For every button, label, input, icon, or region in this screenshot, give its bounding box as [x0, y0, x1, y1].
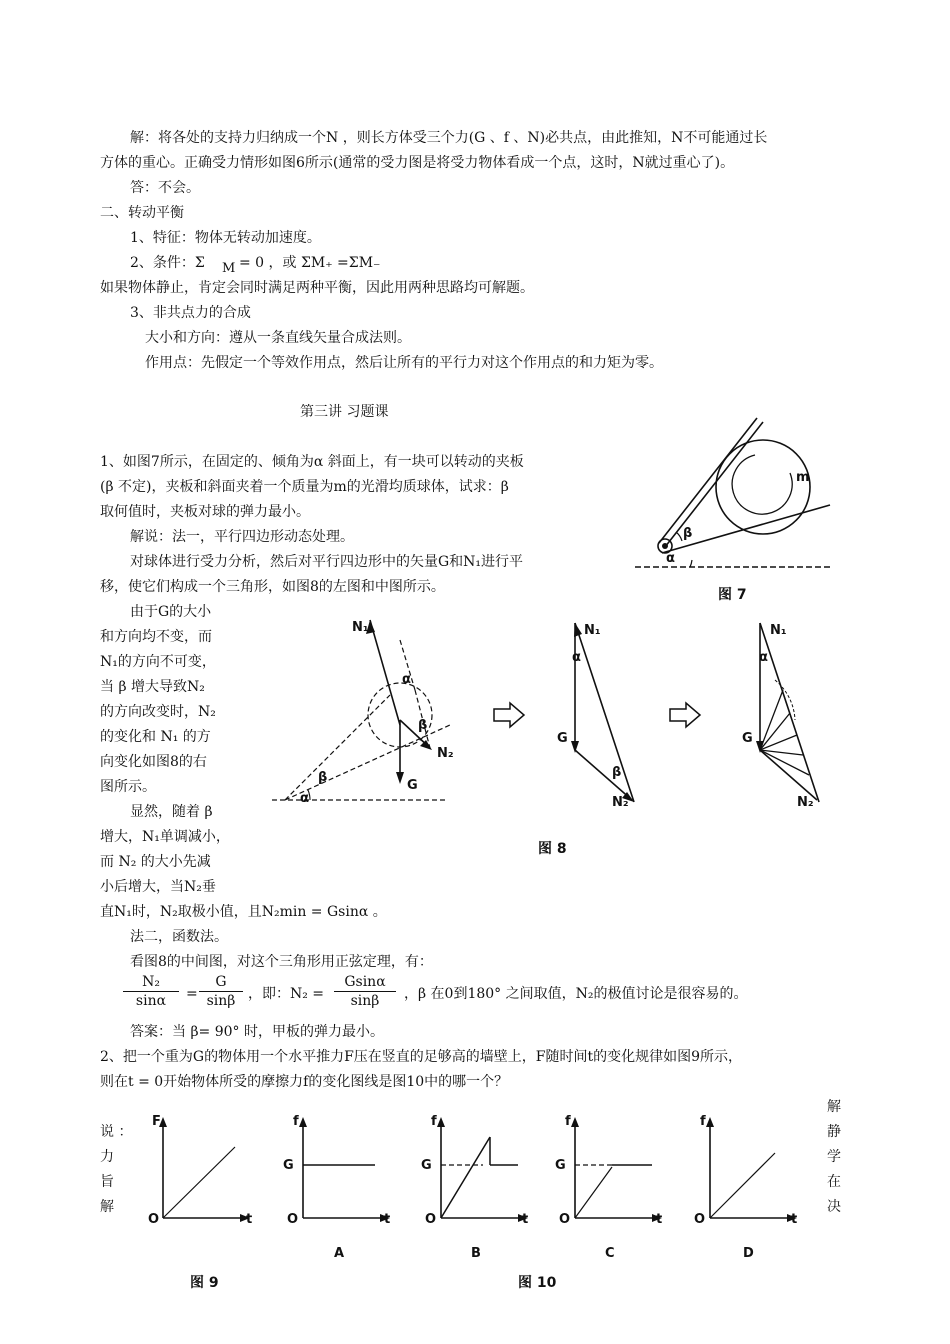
figure-8-left — [270, 610, 470, 805]
origin-label: O — [559, 1212, 571, 1227]
text-line: 大小和方向：遵从一条直线矢量合成法则。 — [145, 330, 411, 346]
f-axis-label: f — [565, 1114, 571, 1129]
n2-label: N₂ — [612, 795, 629, 810]
figure-7 — [630, 415, 840, 575]
text-line: 对球体进行受力分析，然后对平行四边形中的矢量G和N₁进行平 — [130, 554, 524, 570]
side-text: 旨 — [100, 1174, 114, 1190]
figure-8-caption: 图 8 — [538, 841, 567, 857]
fraction-n2-sinalpha: $\frac{\text{N₂}}{\sin\alpha}$ — [123, 973, 179, 1010]
text-line: 作用点：先假定一个等效作用点，然后让所有的平行力对这个作用点的和力矩为零。 — [145, 355, 663, 371]
text-line: 如果物体静止，肯定会同时满足两种平衡，因此用两种思路均可解题。 — [100, 280, 534, 296]
g-label: G — [421, 1158, 432, 1173]
n1-label: N₁ — [352, 620, 369, 635]
g-label: G — [283, 1158, 294, 1173]
origin-label: O — [148, 1212, 160, 1227]
text-line: 解：将各处的支持力归纳成一个N ，则长方体受三个力(G 、f 、N)必共点，由此推知，N不可能通过长 — [130, 130, 768, 146]
origin-label: O — [694, 1212, 706, 1227]
text-line: 法二，函数法。 — [130, 929, 228, 945]
side-text: 静 — [827, 1124, 841, 1140]
text-line: 图所示。 — [100, 779, 156, 795]
f-axis-label: f — [431, 1114, 437, 1129]
f-axis-label: f — [700, 1114, 706, 1129]
option-b-label: B — [471, 1246, 481, 1261]
fraction-gsinalpha-sinbeta: $\frac{Gsin\alpha}{\sin\beta}$ — [334, 973, 396, 1010]
section-heading: 二、转动平衡 — [100, 205, 184, 221]
t-axis-label: t — [384, 1212, 391, 1227]
beta-label: β — [612, 765, 622, 780]
lecture-heading: 第三讲 习题课 — [300, 404, 389, 420]
side-text: 决 — [827, 1199, 841, 1215]
text-line: 增大，N₁单调减小， — [100, 829, 230, 845]
equals-sign: = — [186, 986, 198, 1002]
t-axis-label: t — [246, 1212, 253, 1227]
figure-8-middle — [560, 615, 650, 810]
text-line: 移，使它们构成一个三角形，如图8的左图和中图所示。 — [100, 579, 445, 595]
text-line: 2、条件：Σ — [130, 255, 205, 271]
alpha-label: α — [759, 650, 768, 665]
option-c-label: C — [605, 1246, 615, 1261]
t-axis-label: t — [791, 1212, 798, 1227]
alpha-label: α — [572, 650, 581, 665]
option-a-label: A — [334, 1246, 345, 1261]
text-line: = 0 ，或 ΣM₊ =ΣM₋ — [239, 255, 381, 271]
text-line: 1、特征：物体无转动加速度。 — [130, 230, 321, 246]
text-line: 向变化如图8的右 — [100, 754, 207, 770]
g-label: G — [557, 731, 568, 746]
figure-10-caption: 图 10 — [518, 1275, 557, 1291]
g-label: G — [742, 731, 753, 746]
alpha-label: α — [666, 551, 675, 566]
side-text: 学 — [827, 1149, 841, 1165]
text-line: N₁的方向不可变， — [100, 654, 216, 670]
g-label: G — [407, 778, 418, 793]
side-text: 解 — [100, 1199, 114, 1215]
side-text: 力 — [100, 1149, 114, 1165]
alpha-label: α — [402, 672, 411, 687]
beta-label: β — [318, 770, 328, 785]
n2-label: N₂ — [437, 746, 454, 761]
text-line: 由于G的大小 — [130, 604, 212, 620]
arrow-right-icon — [492, 702, 526, 728]
text-line: 的方向改变时，N₂ — [100, 704, 216, 720]
text-line: 答：不会。 — [130, 180, 200, 196]
text-line: 直N₁时，N₂取极小值，且N₂min = Gsinα 。 — [100, 904, 387, 920]
n1-label: N₁ — [584, 623, 601, 638]
fraction-g-sinbeta: $\frac{G}{\sin\beta}$ — [199, 973, 243, 1010]
origin-label: O — [425, 1212, 437, 1227]
text-line: 方体的重心。正确受力情形如图6所示(通常的受力图是将受力物体看成一个点，这时，N就过重心了)。 — [100, 155, 735, 171]
arrow-right-icon — [668, 702, 702, 728]
text-line: 显然，随着 β — [130, 804, 213, 820]
text-line: 小后增大，当N₂垂 — [100, 879, 216, 895]
t-axis-label: t — [656, 1212, 663, 1227]
text-line: 的变化和 N₁ 的方 — [100, 729, 211, 745]
figure-9-caption: 图 9 — [190, 1275, 219, 1291]
text-line: 则在t = 0开始物体所受的摩擦力f的变化图线是图10中的哪一个？ — [100, 1074, 509, 1090]
text-line: ，即：N₂ = — [248, 986, 325, 1002]
side-text: 在 — [827, 1174, 841, 1190]
text-line: 解说：法一，平行四边形动态处理。 — [130, 529, 354, 545]
beta-label: β — [683, 526, 693, 541]
text-line: 当 β 增大导致N₂ — [100, 679, 205, 695]
g-label: G — [555, 1158, 566, 1173]
text-line: ，β 在0到180° 之间取值，N₂的极值讨论是很容易的。 — [404, 986, 748, 1002]
figure-8-right — [745, 615, 845, 810]
origin-label: O — [287, 1212, 299, 1227]
side-text: 解 — [827, 1099, 841, 1115]
n2-label: N₂ — [797, 795, 814, 810]
text-line: (β 不定)，夹板和斜面夹着一个质量为m的光滑均质球体，试求：β — [100, 479, 509, 495]
text-line: 2、把一个重为G的物体用一个水平推力F压在竖直的足够高的墙壁上，F随时间t的变化规律如图9所示， — [100, 1049, 743, 1065]
alpha-label: α — [300, 791, 309, 806]
text-line: 而 N₂ 的大小先减 — [100, 854, 211, 870]
beta-label: β — [418, 718, 428, 733]
subscript: M — [222, 261, 236, 276]
text-line: 3、非共点力的合成 — [130, 305, 251, 321]
f-axis-label: F — [152, 1114, 161, 1129]
n1-label: N₁ — [770, 623, 787, 638]
text-line: 答案：当 β= 90° 时，甲板的弹力最小。 — [130, 1024, 384, 1040]
text-line: 和方向均不变，而 — [100, 629, 212, 645]
figure-7-caption: 图 7 — [718, 587, 747, 603]
text-line: 看图8的中间图，对这个三角形用正弦定理，有： — [130, 954, 433, 970]
option-d-label: D — [743, 1246, 754, 1261]
f-axis-label: f — [293, 1114, 299, 1129]
side-text: 说 ： — [100, 1124, 133, 1140]
text-line: 1、如图7所示，在固定的、倾角为α 斜面上，有一块可以转动的夹板 — [100, 454, 524, 470]
mass-label: m — [796, 470, 810, 485]
text-line: 取何值时，夹板对球的弹力最小。 — [100, 504, 310, 520]
t-axis-label: t — [522, 1212, 529, 1227]
